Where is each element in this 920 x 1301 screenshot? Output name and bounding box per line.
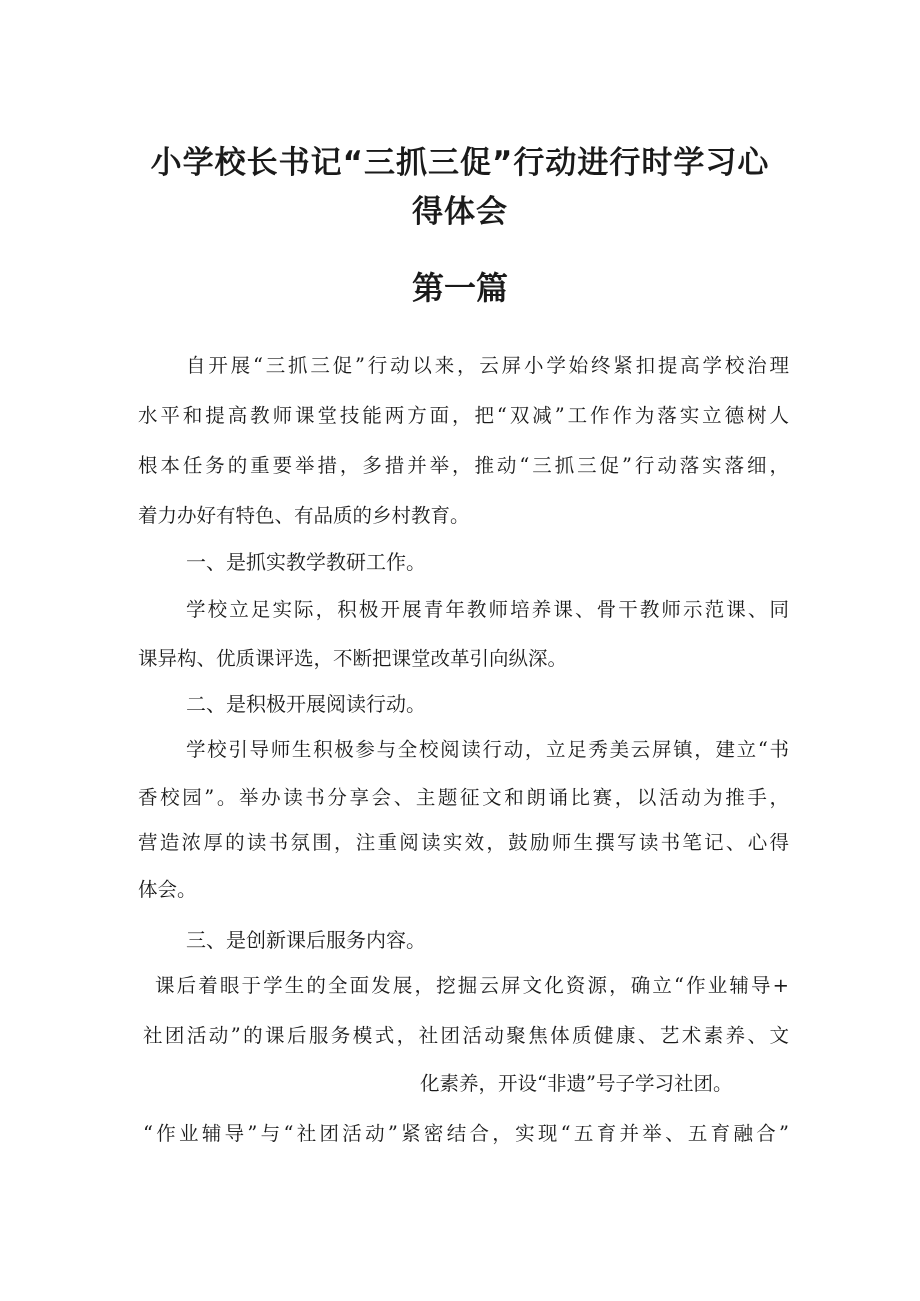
- point-3-line-1: 课后着眼于学生的全面发展，挖掘云屏文化资源，确立“作业辅导+: [155, 974, 789, 997]
- point-3-heading: 三、是创新课后服务内容。: [186, 928, 426, 952]
- point-3-line-4: “作业辅导”与“社团活动”紧密结合，实现“五育并举、五育融合”: [143, 1122, 789, 1145]
- point-3-line-3: 化素养，开设“非遗”号子学习社团。: [420, 1072, 733, 1095]
- point-1-line-2: 课异构、优质课评选，不断把课堂改革引向纵深。: [138, 647, 568, 670]
- section-title: 第一篇: [411, 269, 508, 307]
- point-1-heading: 一、是抓实教学教研工作。: [186, 550, 426, 574]
- point-2-line-4: 体会。: [138, 878, 197, 901]
- point-3-line-2: 社团活动”的课后服务模式，社团活动聚焦体质健康、艺术素养、文: [143, 1024, 789, 1047]
- point-2-line-1: 学校引导师生积极参与全校阅读行动，立足秀美云屏镇，建立“书: [186, 738, 789, 761]
- intro-line-2: 水平和提高教师课堂技能两方面，把“双减”工作作为落实立德树人: [138, 404, 789, 427]
- document-title-line-1: 小学校长书记“三抓三促”行动进行时学习心: [150, 145, 770, 181]
- intro-line-3: 根本任务的重要举措，多措并举，推动“三抓三促”行动落实落细，: [138, 454, 789, 477]
- intro-line-4: 着力办好有特色、有品质的乡村教育。: [138, 504, 470, 527]
- intro-line-1: 自开展“三抓三促”行动以来，云屏小学始终紧扣提高学校治理: [186, 354, 789, 377]
- point-2-line-2: 香校园”。举办读书分享会、主题征文和朗诵比赛，以活动为推手，: [138, 786, 789, 809]
- point-2-heading: 二、是积极开展阅读行动。: [186, 692, 426, 716]
- point-1-line-1: 学校立足实际，积极开展青年教师培养课、骨干教师示范课、同: [186, 598, 789, 621]
- point-2-line-3: 营造浓厚的读书氛围，注重阅读实效，鼓励师生撰写读书笔记、心得: [138, 831, 789, 854]
- document-title-line-2: 得体会: [412, 194, 508, 230]
